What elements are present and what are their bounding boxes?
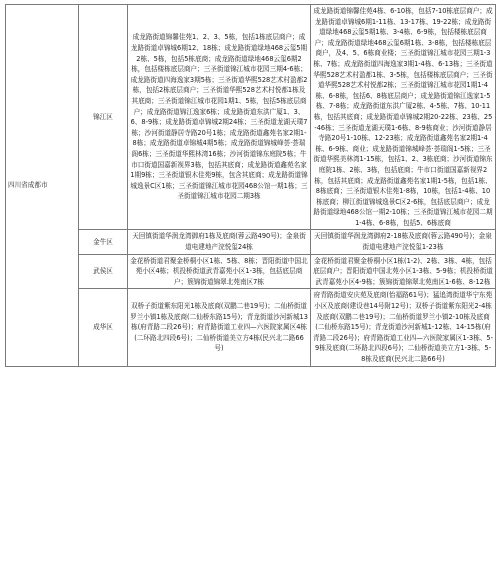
table-row <box>6 5 496 230</box>
primary-area-cell: 金花桥街道君聚金桥桐小区1栋、5栋、8栋；晋阳街道中国北苑小区4栋；机投桥街道武青嘉苑小区1-3栋，包括底层商户；簇锦街道锦翠北苑南区7栋 <box>128 254 311 289</box>
district-cell: 成华区 <box>79 289 128 366</box>
primary-area-cell: 天回镇街道华润龙湾御府1栋及底商(蓉云路490号)；金泉街道电建地产浣悦玺24栋 <box>128 230 311 254</box>
district-cell: 锦江区 <box>79 5 128 230</box>
secondary-area-cell: 府青路街道安庆苑及底商(怡福路61号)；猛追湾街道华宁东苑小区及底商(建设巷14号附12号)；双桥子街道紫东阳光2-4栋及底商(双鹏二巷19号)；二仙桥街道罗兰小镇2-10栋及底商(二仙桥东路15号)；青龙街道沙河新城1-12栋、14-15栋(府青路二段26号)；府青路街道工业四—六医院家属区1-3栋、5-9栋及底商(二环路北四段6号)；二仙桥街道美立方1-3栋、5-8栋及底商(民兴北二路66号) <box>311 289 496 366</box>
table-row <box>6 230 496 254</box>
district-cell: 金牛区 <box>79 230 128 254</box>
table-row <box>6 289 496 366</box>
primary-area-cell: 双桥子街道紫东阳光1栋及底商(双鹏二巷19号)；二仙桥街道罗兰小镇1栋及底商(二仙桥东路15号)；青龙街道沙河新城13栋(府青路二段26号)；府青路街道工业四—六医院家属区4栋(二环路北四段6号)；二仙桥街道美立方4栋(民兴北二路66号) <box>128 289 311 366</box>
district-cell: 武侯区 <box>79 254 128 289</box>
secondary-area-cell: 金花桥街道君聚金桥桐小区1栋(1-2)、2栋、3栋、4栋，包括底层商户；晋阳街道中国北苑小区1-3栋、5-9栋；机投桥街道武青嘉苑小区4-9栋；簇锦街道锦翠北苑南区1-6栋、8-12栋 <box>311 254 496 289</box>
area-classification-table <box>5 4 496 367</box>
secondary-area-cell: 天回镇街道华润龙湾御府2-18栋及底商(蓉云路490号)；金泉街道电建地产浣悦玺1-23栋 <box>311 230 496 254</box>
city-cell: 四川省成都市 <box>6 5 79 367</box>
secondary-area-cell: 成龙路街道锦馨佳苑4栋、6-10栋，包括7-10栋底层商户；成龙路街道卓锦城6期1-11栋、13-17栋、19-22栋；成龙路街道绿地468云玺5期1栋、3-4栋、6-9栋，包括楼栋底层商户；成龙路街道绿地468云玺6期1栋、3-8栋，包括楼栋底层商户，及4、5、6栋商业楼；三圣街道锦江城市花园三期1-3栋、7栋；成龙路街道四海逸家3期1-4栋、6-13栋；三圣街道华熙528艺术村盈都1栋、3-5栋，包括楼栋底层商户；三圣街道华熙528艺术村悦都2栋；三圣街道锦江城市花园1期1-4栋、6-8栋，包括6、8栋底层商户；成龙路街道锦江逸家1-5栋、7-8栋；成龙路街道东洪广厦2栋、4-5栋、7栋、10-11栋，包括其底商；成龙路街道卓锦城2期20-22栋、23栋、25-46栋；三圣街道龙湖天璞1-6栋、8-9栋商业；沙河街道静居寺路20号1-10栋、12-23栋；成龙路街道鑫苑名家2期1-4栋、6-9栋、商业；成龙路街道锦城峰荟·荟瑞阁1-5栋；三圣街道华熙美林湾1-15栋，包括1、2、3栋底商；沙河街道锦东庭院1栋、2栋、3栋，包括底商；牛市口街道国嘉新视界2栋，包括其底商；成龙路街道鑫苑名家1期1-5栋，包括1栋、8栋底商；三圣街道银木佳苑1-8栋，10栋，包括1-4栋、10栋底商；柳江街道锦城逸景C区2-6栋，包括底层商户；成龙路街道绿地468公馆一期2-10栋；三圣街道锦江城市花园二期1-4栋、6-8栋，包括5、6栋底商 <box>311 5 496 230</box>
table-row <box>6 254 496 289</box>
primary-area-cell: 成龙路街道锦馨佳苑1、2、3、5栋，包括1栋底层商户；成龙路街道卓锦城6期12、18栋；成龙路街道绿地468云玺5期2栋、5栋，包括5栋底商；成龙路街道绿地468云玺6期2栋，包括楼栋底层商户；三圣街道锦江城市花园三期4-6栋；成龙路街道四海逸家3期5栋；三圣街道华熙528艺术村盈都2栋，包括2栋底层商户；三圣街道华熙528艺术村悦都1栋及其底商；三圣街道锦江城市花园1期1、5栋，包括5栋底层商户；成龙路街道锦江逸家6栋；成龙路街道东洪广厦1、3、6、8-9栋；成龙路街道卓锦城2期24栋；三圣街道龙湖天璞7栋；沙河街道静居寺路20号1栋；成龙路街道鑫苑名家2期1-8栋；成龙路街道卓锦城4期5栋；成龙路街道锦城峰荟·荟瑞阁6栋；三圣街道华熙林湾16栋；沙河街道锦东庭院5栋；牛市口街道国嘉新视界3栋，包括其底商；成龙路街道鑫苑名家1期9栋；三圣街道银木佳苑9栋，包含其底商；成龙路街道锦城逸景C区1栋；三圣街道锦江城市花园468公馆一期1栋；三圣街道锦江城市花园二期3栋 <box>128 5 311 230</box>
